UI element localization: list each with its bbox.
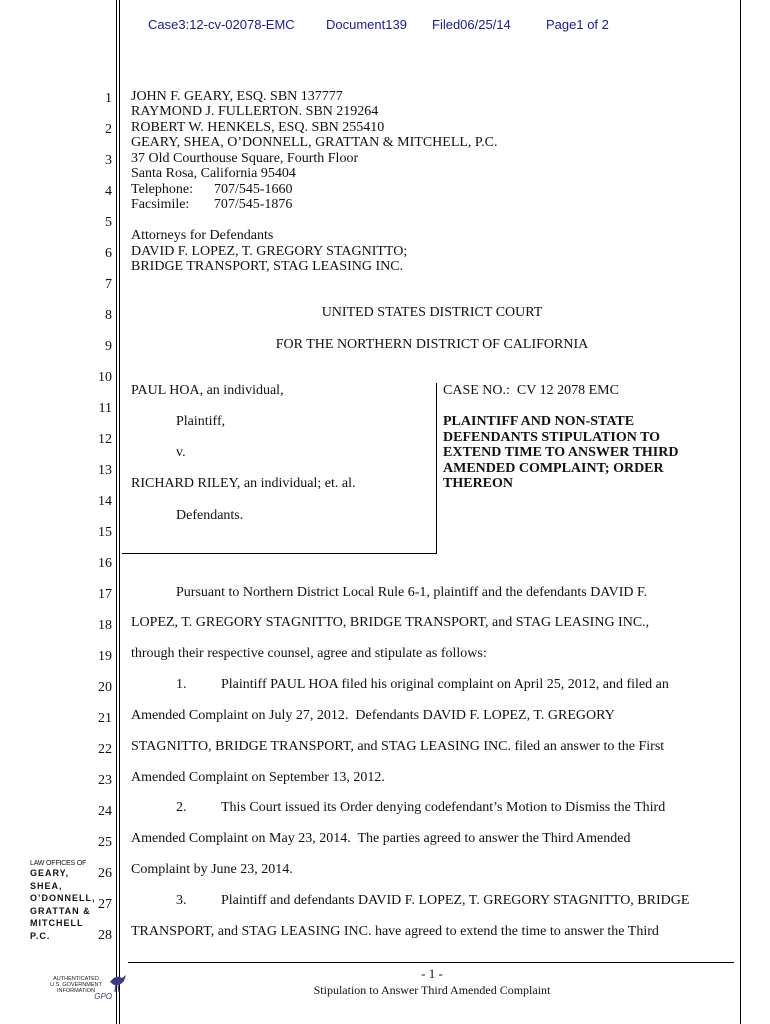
counsel-line: Facsimile: 707/545-1876 (131, 197, 293, 212)
line-number: 22 (98, 742, 112, 757)
pleading-rule-right (740, 0, 741, 1024)
law-firm-name-line: GRATTAN & (30, 905, 91, 916)
gpo-seal-line: AUTHENTICATED (53, 976, 99, 982)
body-line: Complaint by June 23, 2014. (131, 862, 293, 877)
law-offices-label: LAW OFFICES OF (30, 860, 87, 867)
body-line: Amended Complaint on May 23, 2014. The parties agreed to answer the Third Amended (131, 831, 631, 846)
line-number: 15 (98, 525, 112, 540)
pleading-rule-left-1 (116, 0, 117, 1024)
caption-defendant-role: Defendants. (176, 508, 244, 523)
line-number: 10 (98, 370, 112, 385)
line-number: 4 (105, 184, 112, 199)
body-line: This Court issued its Order denying codefendant’s Motion to Dismiss the Third (221, 800, 666, 815)
pleading-rule-left-2 (119, 0, 120, 1024)
paragraph-number: 3. (176, 893, 187, 908)
line-number: 20 (98, 680, 112, 695)
counsel-line: GEARY, SHEA, O’DONNELL, GRATTAN & MITCHELL, P.C. (131, 135, 498, 150)
footer-rule (128, 962, 734, 963)
document-title-line: PLAINTIFF AND NON-STATE (443, 414, 635, 429)
counsel-line: Santa Rosa, California 95404 (131, 166, 296, 181)
line-number: 17 (98, 587, 112, 602)
gpo-authentication-seal (36, 976, 116, 1000)
gpo-seal-line: U.S. GOVERNMENT (50, 982, 102, 988)
caption-versus: v. (176, 445, 186, 460)
line-number: 3 (105, 153, 112, 168)
body-line: Pursuant to Northern District Local Rule 6-1, plaintiff and the defendants DAVID F. (176, 585, 648, 600)
line-number: 8 (105, 308, 112, 323)
ecf-header (148, 17, 648, 35)
caption-divider-horizontal (122, 553, 437, 554)
line-number: 18 (98, 618, 112, 633)
header-document: Document139 (326, 17, 407, 32)
body-line: Amended Complaint on September 13, 2012. (131, 770, 385, 785)
line-number: 6 (105, 246, 112, 261)
eagle-icon (108, 972, 128, 994)
document-title-line: THEREON (443, 476, 514, 491)
body-line: Plaintiff and defendants DAVID F. LOPEZ, T. GREGORY STAGNITTO, BRIDGE (221, 893, 690, 908)
court-name: UNITED STATES DISTRICT COURT (321, 305, 543, 320)
header-case-number: Case3:12-cv-02078-EMC (148, 17, 295, 32)
gpo-seal-mark: GPO (94, 992, 112, 1001)
attorneys-for-line: BRIDGE TRANSPORT, STAG LEASING INC. (131, 259, 404, 274)
line-number: 13 (98, 463, 112, 478)
body-line: TRANSPORT, and STAG LEASING INC. have agreed to extend the time to answer the Third (131, 924, 659, 939)
document-title-line: DEFENDANTS STIPULATION TO (443, 430, 661, 445)
line-number: 14 (98, 494, 112, 509)
line-number: 12 (98, 432, 112, 447)
counsel-line: 37 Old Courthouse Square, Fourth Floor (131, 151, 359, 166)
attorneys-for-line: DAVID F. LOPEZ, T. GREGORY STAGNITTO; (131, 244, 408, 259)
line-number: 9 (105, 339, 112, 354)
law-firm-name-line: GEARY, (30, 868, 70, 878)
law-firm-name-line: SHEA, (30, 880, 63, 891)
line-number: 19 (98, 649, 112, 664)
line-number: 2 (105, 122, 112, 137)
line-number: 28 (98, 928, 112, 943)
line-number: 25 (98, 835, 112, 850)
line-number: 24 (98, 804, 112, 819)
line-number: 21 (98, 711, 112, 726)
counsel-line: Telephone: 707/545-1660 (131, 182, 293, 197)
law-firm-name-line: MITCHELL (30, 918, 84, 928)
body-line: STAGNITTO, BRIDGE TRANSPORT, and STAG LEASING INC. filed an answer to the First (131, 739, 665, 754)
body-line: Plaintiff PAUL HOA filed his original complaint on April 25, 2012, and filed an (221, 677, 669, 692)
document-title-line: AMENDED COMPLAINT; ORDER (443, 461, 664, 476)
line-number: 1 (105, 91, 112, 106)
court-district: FOR THE NORTHERN DISTRICT OF CALIFORNIA (275, 337, 589, 352)
law-firm-name-line: O’DONNELL, (30, 893, 96, 903)
body-line: LOPEZ, T. GREGORY STAGNITTO, BRIDGE TRANSPORT, and STAG LEASING INC., (131, 615, 650, 630)
caption-plaintiff-role: Plaintiff, (176, 414, 226, 429)
line-number: 5 (105, 215, 112, 230)
line-number: 7 (105, 277, 112, 292)
body-line: through their respective counsel, agree and stipulate as follows: (131, 646, 487, 661)
line-number: 16 (98, 556, 112, 571)
law-firm-margin-label (30, 860, 96, 942)
line-number: 26 (98, 866, 112, 881)
document-title-line: EXTEND TIME TO ANSWER THIRD (443, 445, 679, 460)
header-page: Page1 of 2 (546, 17, 609, 32)
counsel-line: ROBERT W. HENKELS, ESQ. SBN 255410 (131, 120, 385, 135)
line-number: 11 (98, 401, 112, 416)
body-line: Amended Complaint on July 27, 2012. Defendants DAVID F. LOPEZ, T. GREGORY (131, 708, 615, 723)
line-number: 23 (98, 773, 112, 788)
attorneys-for-line: Attorneys for Defendants (131, 228, 274, 243)
paragraph-number: 1. (176, 677, 187, 692)
footer-page-number: - 1 - (421, 966, 443, 981)
paragraph-number: 2. (176, 800, 187, 815)
gpo-seal-line: INFORMATION (56, 988, 96, 994)
footer-document-title: Stipulation to Answer Third Amended Complaint (313, 983, 551, 997)
caption-defendant: RICHARD RILEY, an individual; et. al. (131, 476, 356, 491)
case-number: CASE NO.: CV 12 2078 EMC (443, 383, 619, 398)
header-filed: Filed06/25/14 (432, 17, 511, 32)
counsel-line: RAYMOND J. FULLERTON. SBN 219264 (131, 104, 379, 119)
law-firm-name-line: P.C. (30, 930, 51, 941)
line-number: 27 (98, 897, 112, 912)
counsel-line: JOHN F. GEARY, ESQ. SBN 137777 (131, 89, 343, 104)
caption-plaintiff: PAUL HOA, an individual, (131, 383, 284, 398)
caption-divider-vertical (436, 383, 437, 553)
